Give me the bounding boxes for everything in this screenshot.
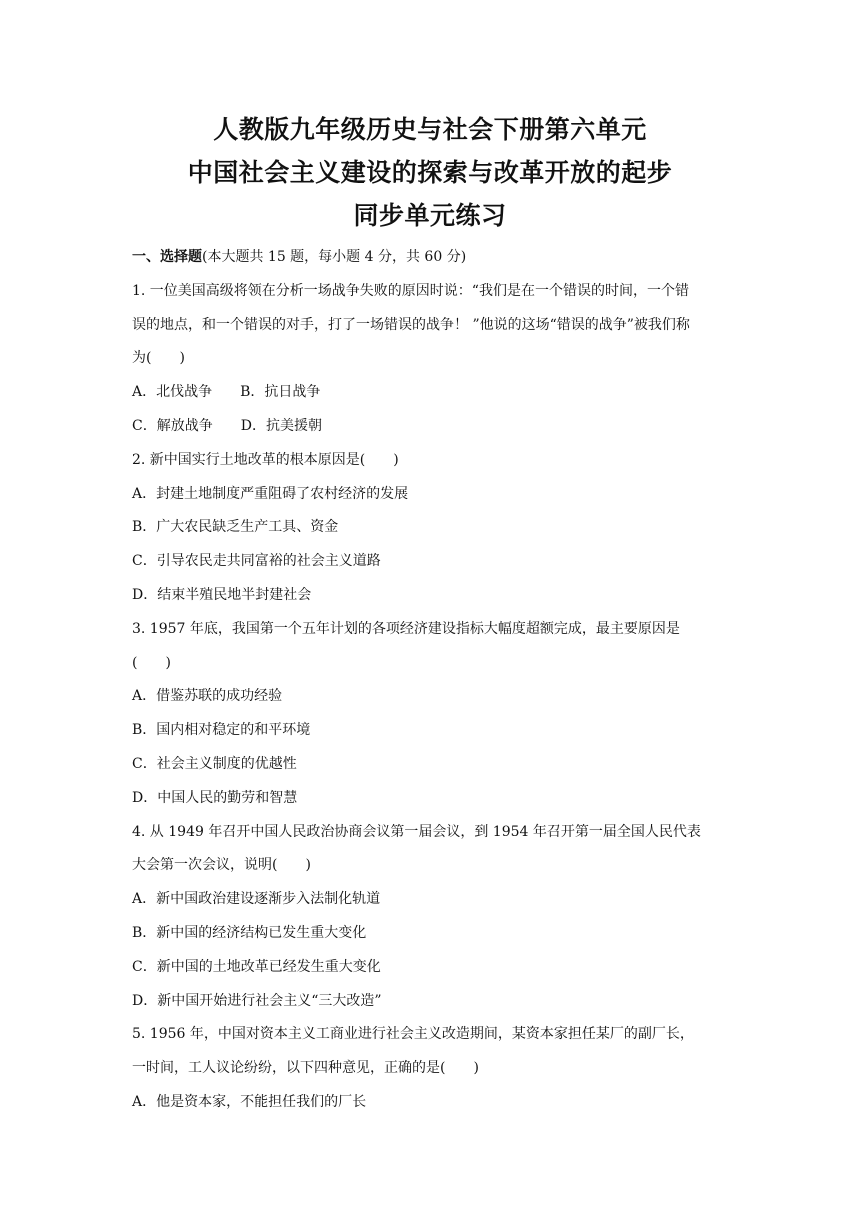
question-3-option-c: C．社会主义制度的优越性 bbox=[132, 755, 297, 772]
question-2-option-d: D．结束半殖民地半封建社会 bbox=[132, 586, 312, 603]
question-1-line-1: 1. 一位美国高级将领在分析一场战争失败的原因时说：“我们是在一个错误的时间，一个错 bbox=[132, 282, 689, 299]
question-1-line-3: 为( ) bbox=[132, 350, 185, 367]
question-1-option-c: C．解放战争 bbox=[132, 417, 213, 434]
question-1-option-a: A．北伐战争 bbox=[132, 384, 213, 401]
title-line-3: 同步单元练习 bbox=[353, 201, 507, 230]
question-4-option-d: D．新中国开始进行社会主义“三大改造” bbox=[132, 992, 382, 1009]
section-heading-line bbox=[132, 241, 732, 275]
question-4-option-a: A．新中国政治建设逐渐步入法制化轨道 bbox=[132, 891, 381, 908]
question-4-option-b: B．新中国的经济结构已发生重大变化 bbox=[132, 924, 367, 941]
question-3-option-d: D．中国人民的勤劳和智慧 bbox=[132, 789, 298, 806]
question-1-options-cd bbox=[132, 410, 732, 444]
title-line-1: 人教版九年级历史与社会下册第六单元 bbox=[213, 115, 647, 144]
question-4-line-2: 大会第一次会议，说明( ) bbox=[132, 857, 311, 874]
question-3-option-a: A．借鉴苏联的成功经验 bbox=[132, 688, 283, 705]
document-title bbox=[0, 108, 860, 237]
section-heading: 一、选择题 bbox=[132, 249, 202, 265]
question-5-line-1: 5. 1956 年，中国对资本主义工商业进行社会主义改造期间，某资本家担任某厂的副厂长， bbox=[132, 1026, 694, 1043]
question-2-stem: 2. 新中国实行土地改革的根本原因是( ) bbox=[132, 451, 399, 468]
question-4-option-c: C．新中国的土地改革已经发生重大变化 bbox=[132, 958, 381, 975]
question-5-line-2: 一时间，工人议论纷纷，以下四种意见，正确的是( ) bbox=[132, 1060, 479, 1077]
question-2-option-a: A．封建土地制度严重阻碍了农村经济的发展 bbox=[132, 485, 409, 502]
question-1-option-d: D．抗美援朝 bbox=[240, 417, 322, 434]
question-1-line-2: 误的地点，和一个错误的对手，打了一场错误的战争！ ”他说的这场“错误的战争”被我们称 bbox=[132, 316, 690, 333]
question-4-line-1: 4. 从 1949 年召开中国人民政治协商会议第一届会议，到 1954 年召开第一届全国人民代表 bbox=[132, 823, 701, 840]
question-2-option-b: B．广大农民缺乏生产工具、资金 bbox=[132, 519, 339, 536]
question-1-option-b: B．抗日战争 bbox=[240, 384, 321, 401]
section-note: (本大题共 15 题，每小题 4 分，共 60 分) bbox=[202, 249, 467, 265]
question-3-option-b: B．国内相对稳定的和平环境 bbox=[132, 722, 311, 739]
document-body bbox=[132, 241, 732, 1120]
question-5-option-a: A．他是资本家，不能担任我们的厂长 bbox=[132, 1093, 367, 1110]
question-3-line-1: 3. 1957 年底，我国第一个五年计划的各项经济建设指标大幅度超额完成，最主要原因是 bbox=[132, 620, 680, 637]
question-3-line-2: ( ) bbox=[132, 654, 171, 671]
title-line-2: 中国社会主义建设的探索与改革开放的起步 bbox=[187, 158, 673, 187]
question-2-option-c: C．引导农民走共同富裕的社会主义道路 bbox=[132, 553, 381, 570]
question-1-options-ab bbox=[132, 376, 732, 410]
